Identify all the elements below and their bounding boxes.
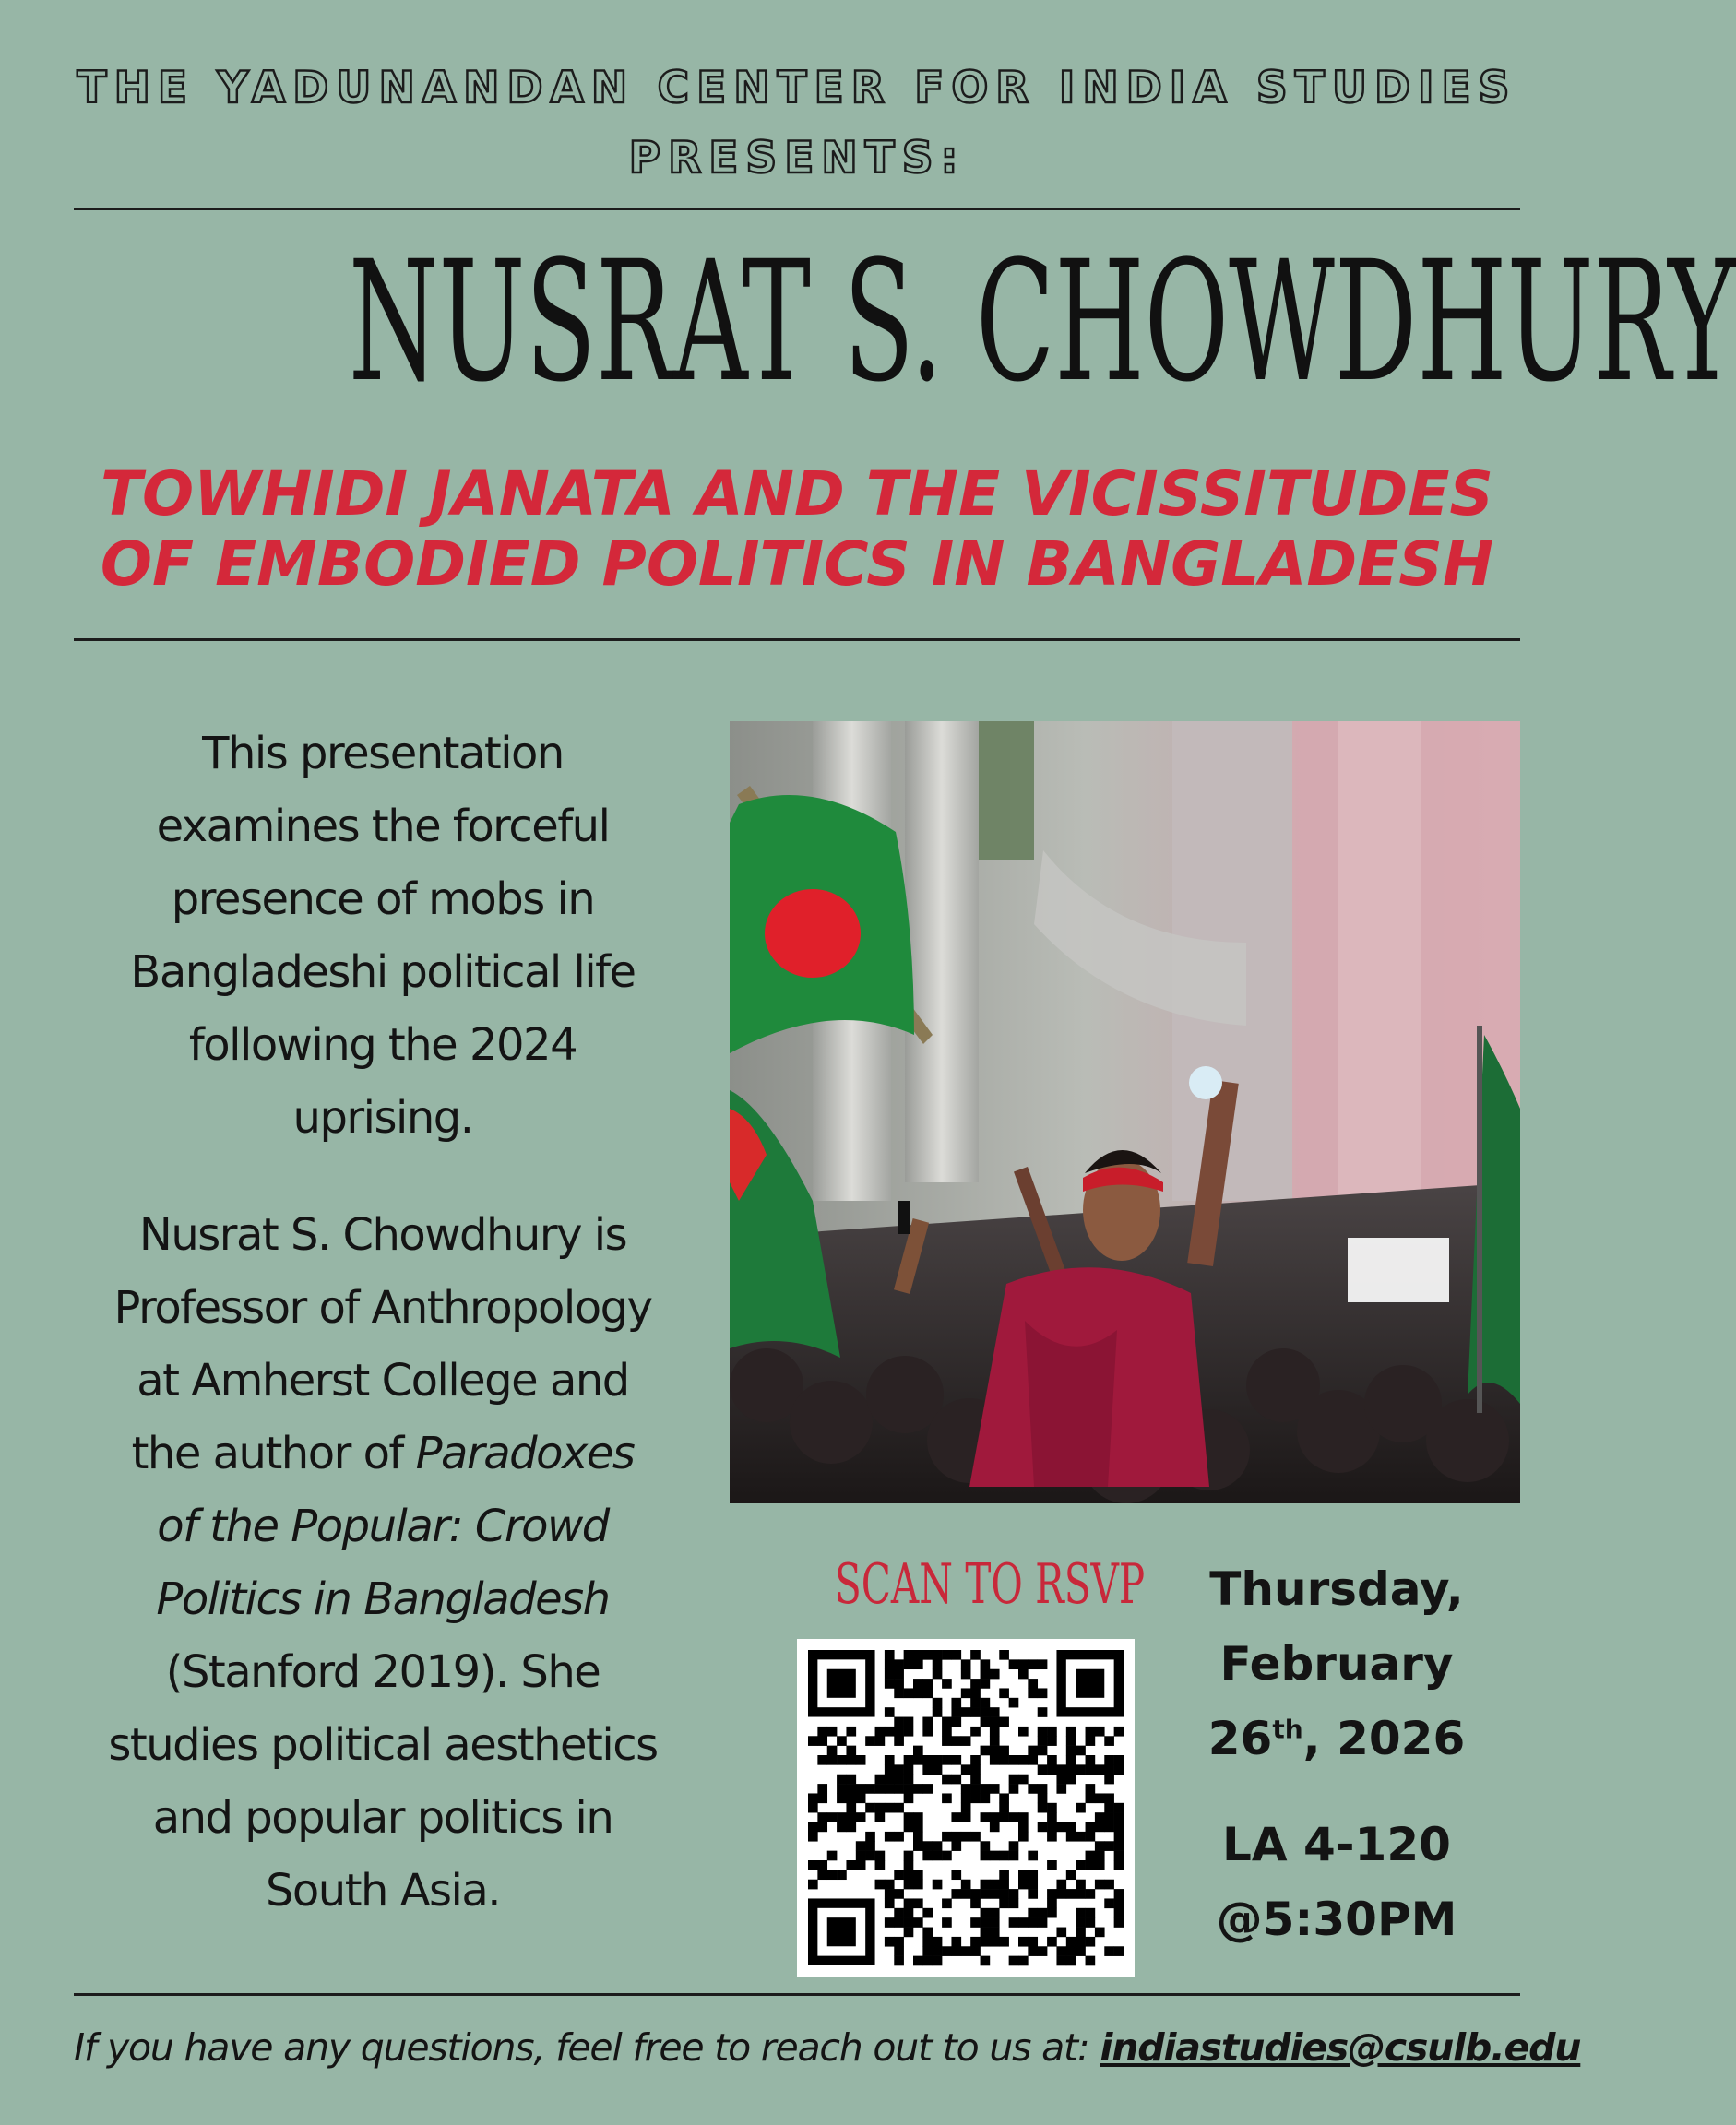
bio-line: at Amherst College and: [137, 1355, 629, 1407]
event-room: LA 4-120: [1222, 1818, 1451, 1871]
abstract-line: Bangladeshi political life: [130, 946, 636, 998]
bio-line: [83, 1490, 683, 1563]
divider-middle: [74, 638, 1520, 641]
event-month: February: [1219, 1637, 1454, 1691]
book-title-part: of the Popular: Crowd: [157, 1501, 609, 1552]
abstract-line: uprising.: [292, 1092, 473, 1144]
event-location-time: [1164, 1808, 1509, 1957]
rsvp-label: SCAN TO RSVP: [835, 1552, 1146, 1617]
protest-photo: [730, 721, 1520, 1503]
book-title-part: Paradoxes: [415, 1428, 635, 1479]
presenter-line-1: THE YADUNANDAN CENTER FOR INDIA STUDIES: [77, 63, 1517, 113]
presenter-heading: [74, 53, 1520, 194]
event-year: , 2026: [1302, 1712, 1466, 1765]
bio-line: Professor of Anthropology: [113, 1282, 652, 1334]
event-day: Thursday,: [1209, 1562, 1464, 1616]
speaker-bio: [83, 1199, 683, 1928]
abstract-line: following the 2024: [188, 1019, 577, 1071]
book-title-part: Politics in Bangladesh: [156, 1573, 610, 1625]
contact-text: If you have any questions, feel free to reach out to us at:: [74, 2025, 1100, 2070]
speaker-name: NUSRAT S. CHOWDHURY: [348, 226, 1736, 419]
bio-line: [83, 1418, 683, 1490]
bio-line: [83, 1563, 683, 1636]
abstract-text: [83, 718, 683, 1155]
contact-line: [74, 2020, 1581, 2075]
event-date-suffix: th: [1272, 1714, 1303, 1745]
divider-top: [74, 208, 1520, 210]
event-date-number: 26: [1207, 1712, 1273, 1765]
bio-line: South Asia.: [265, 1865, 501, 1917]
abstract-line: This presentation: [202, 728, 564, 779]
event-date: [1164, 1552, 1509, 1776]
talk-title-line-2: OF EMBODIED POLITICS IN BANGLADESH: [100, 528, 1494, 600]
abstract-line: presence of mobs in: [171, 873, 595, 925]
talk-title: [65, 459, 1529, 600]
bio-line: and popular politics in: [152, 1792, 613, 1844]
event-time: @5:30PM: [1216, 1893, 1457, 1946]
bio-line: studies political aesthetics: [108, 1719, 658, 1771]
presenter-line-2: PRESENTS:: [628, 133, 966, 184]
abstract-line: examines the forceful: [156, 801, 610, 852]
bio-author-prefix: the author of: [131, 1428, 416, 1479]
bio-line: Nusrat S. Chowdhury is: [138, 1209, 627, 1261]
bio-line: (Stanford 2019). She: [165, 1646, 600, 1698]
rsvp-qr-code[interactable]: [797, 1639, 1135, 1977]
event-date-line: [1164, 1702, 1509, 1776]
talk-title-line-1: TOWHIDI JANATA AND THE VICISSITUDES: [101, 458, 1493, 529]
divider-bottom: [74, 1993, 1520, 1996]
contact-email-link[interactable]: indiastudies@csulb.edu: [1100, 2025, 1581, 2070]
